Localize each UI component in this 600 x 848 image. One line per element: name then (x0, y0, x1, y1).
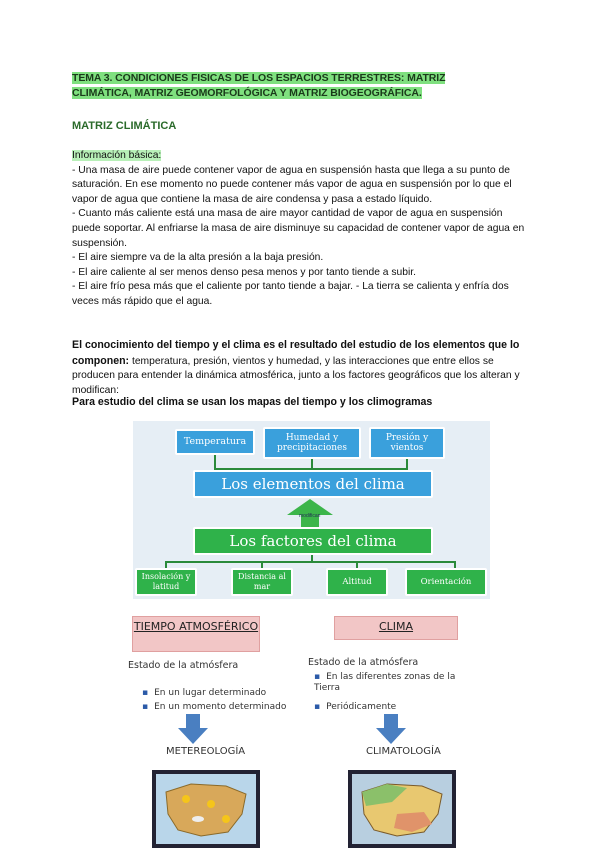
knowledge-rest: temperatura, presión, vientos y humedad, y las interacciones que entre ellos se producen para entender la dinámica atmosférica, junto a los factores geográficos que los alteran y modifican: (72, 355, 520, 396)
box-humedad: Humedad y precipitaciones (263, 427, 361, 459)
climate-map-image (348, 770, 456, 848)
left-science: METEREOLOGÍA (166, 746, 246, 757)
right-science: CLIMATOLOGÍA (366, 746, 441, 757)
climate-zones-icon (352, 774, 452, 844)
title-line-1: TEMA 3. CONDICIONES FISICAS DE LOS ESPACIOS TERRESTRES: MATRIZ (72, 72, 446, 84)
box-presion: Presión y vientos (369, 427, 445, 459)
box-altitud: Altitud (326, 568, 388, 596)
box-temperatura: Temperatura (175, 429, 255, 455)
title-line-2: CLIMÁTICA, MATRIZ GEOMORFOLÓGICA Y MATRIZ BIOGEOGRÁFICA. (72, 87, 422, 99)
knowledge-paragraph (72, 338, 532, 398)
box-factores: Los factores del clima (193, 527, 433, 555)
left-bullet: ▪ En un lugar determinado (142, 688, 266, 699)
arrow-label: modifican (299, 513, 321, 519)
connector (311, 555, 313, 562)
tiempo-box: TIEMPO ATMOSFÉRICO (132, 616, 260, 652)
climate-elements-diagram (133, 421, 490, 599)
box-insolacion: Insolación y latitud (135, 568, 197, 596)
info-line: - Cuanto más caliente está una masa de aire mayor cantidad de vapor de agua en suspensión puede soportar. Al enfriarse la masa de aire disminuye su capacidad de contener vapor de agua en suspensión. (72, 208, 525, 249)
connector (165, 561, 455, 563)
right-description: Estado de la atmósfera (308, 657, 419, 668)
document-title (72, 71, 492, 101)
info-line: - El aire siempre va de la alta presión a la baja presión. (72, 252, 324, 264)
study-paragraph: Para estudio del clima se usan los mapas del tiempo y los climogramas (72, 396, 433, 408)
down-arrow-icon (376, 714, 406, 744)
weather-map-image (152, 770, 260, 848)
left-bullet: ▪ En un momento determinado (142, 702, 286, 713)
down-arrow-icon (178, 714, 208, 744)
spain-map-icon (156, 774, 256, 844)
box-orientacion: Orientación (405, 568, 487, 596)
clima-box: CLIMA (334, 616, 458, 640)
right-bullet: ▪ En las diferentes zonas de la Tierra (314, 672, 464, 694)
info-block (72, 149, 532, 310)
box-distancia: Distancia al mar (231, 568, 293, 596)
knowledge-bold: El conocimiento del tiempo y el clima es el resultado del estudio de los elementos que lo componen: (72, 339, 520, 367)
right-bullet: ▪ Periódicamente (314, 702, 396, 713)
info-heading: Información básica: (72, 150, 162, 161)
section-title: MATRIZ CLIMÁTICA (72, 120, 177, 132)
info-line: - Una masa de aire puede contener vapor de agua en suspensión hasta que llega a su punto de saturación. En ese momento no puede contener más vapor de agua en suspensión por lo que el vapor de agua que contiene la masa de aire condensa y pasa a estado líquido. (72, 164, 512, 205)
box-elementos: Los elementos del clima (193, 470, 433, 498)
info-line: - El aire frío pesa más que el caliente por tanto tiende a bajar. - La tierra se calienta y enfría dos veces más rápido que el agua. (72, 281, 509, 307)
info-line: - El aire caliente al ser menos denso pesa menos y por tanto tiende a subir. (72, 266, 416, 278)
left-description: Estado de la atmósfera (128, 660, 239, 671)
weather-climate-diagram (120, 610, 480, 848)
